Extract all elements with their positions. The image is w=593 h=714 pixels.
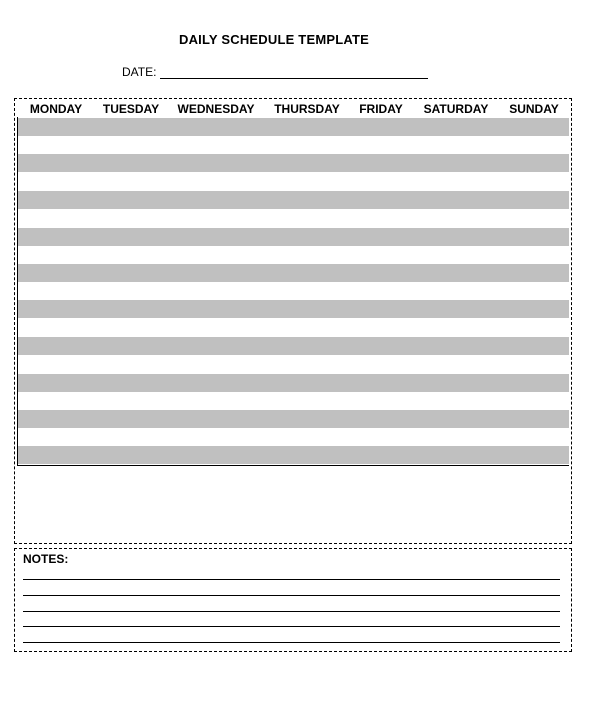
day-saturday: SATURDAY [423, 102, 489, 116]
day-friday: FRIDAY [359, 102, 403, 116]
day-wednesday: WEDNESDAY [177, 102, 255, 116]
gray-stripe [18, 154, 569, 172]
schedule-box [14, 98, 572, 544]
note-line [23, 595, 560, 596]
notes-label: NOTES: [23, 552, 69, 566]
note-line [23, 642, 560, 643]
gray-stripe [18, 228, 569, 246]
note-line [23, 626, 560, 627]
gray-stripe [18, 446, 569, 464]
day-thursday: THURSDAY [274, 102, 340, 116]
gray-stripe [18, 264, 569, 282]
note-line [23, 579, 560, 580]
day-monday: MONDAY [29, 102, 83, 116]
days-header [17, 101, 569, 117]
gray-stripe [18, 374, 569, 392]
gray-stripe [18, 118, 569, 136]
page-title: DAILY SCHEDULE TEMPLATE [179, 32, 369, 47]
date-row [122, 65, 428, 79]
notes-box [14, 548, 572, 652]
note-line [23, 611, 560, 612]
day-sunday: SUNDAY [509, 102, 559, 116]
schedule-grid [17, 117, 569, 466]
gray-stripe [18, 410, 569, 428]
gray-stripe [18, 337, 569, 355]
date-label: DATE: [122, 65, 157, 79]
day-tuesday: TUESDAY [102, 102, 160, 116]
gray-stripe [18, 300, 569, 318]
date-line [160, 65, 428, 79]
gray-stripe [18, 191, 569, 209]
